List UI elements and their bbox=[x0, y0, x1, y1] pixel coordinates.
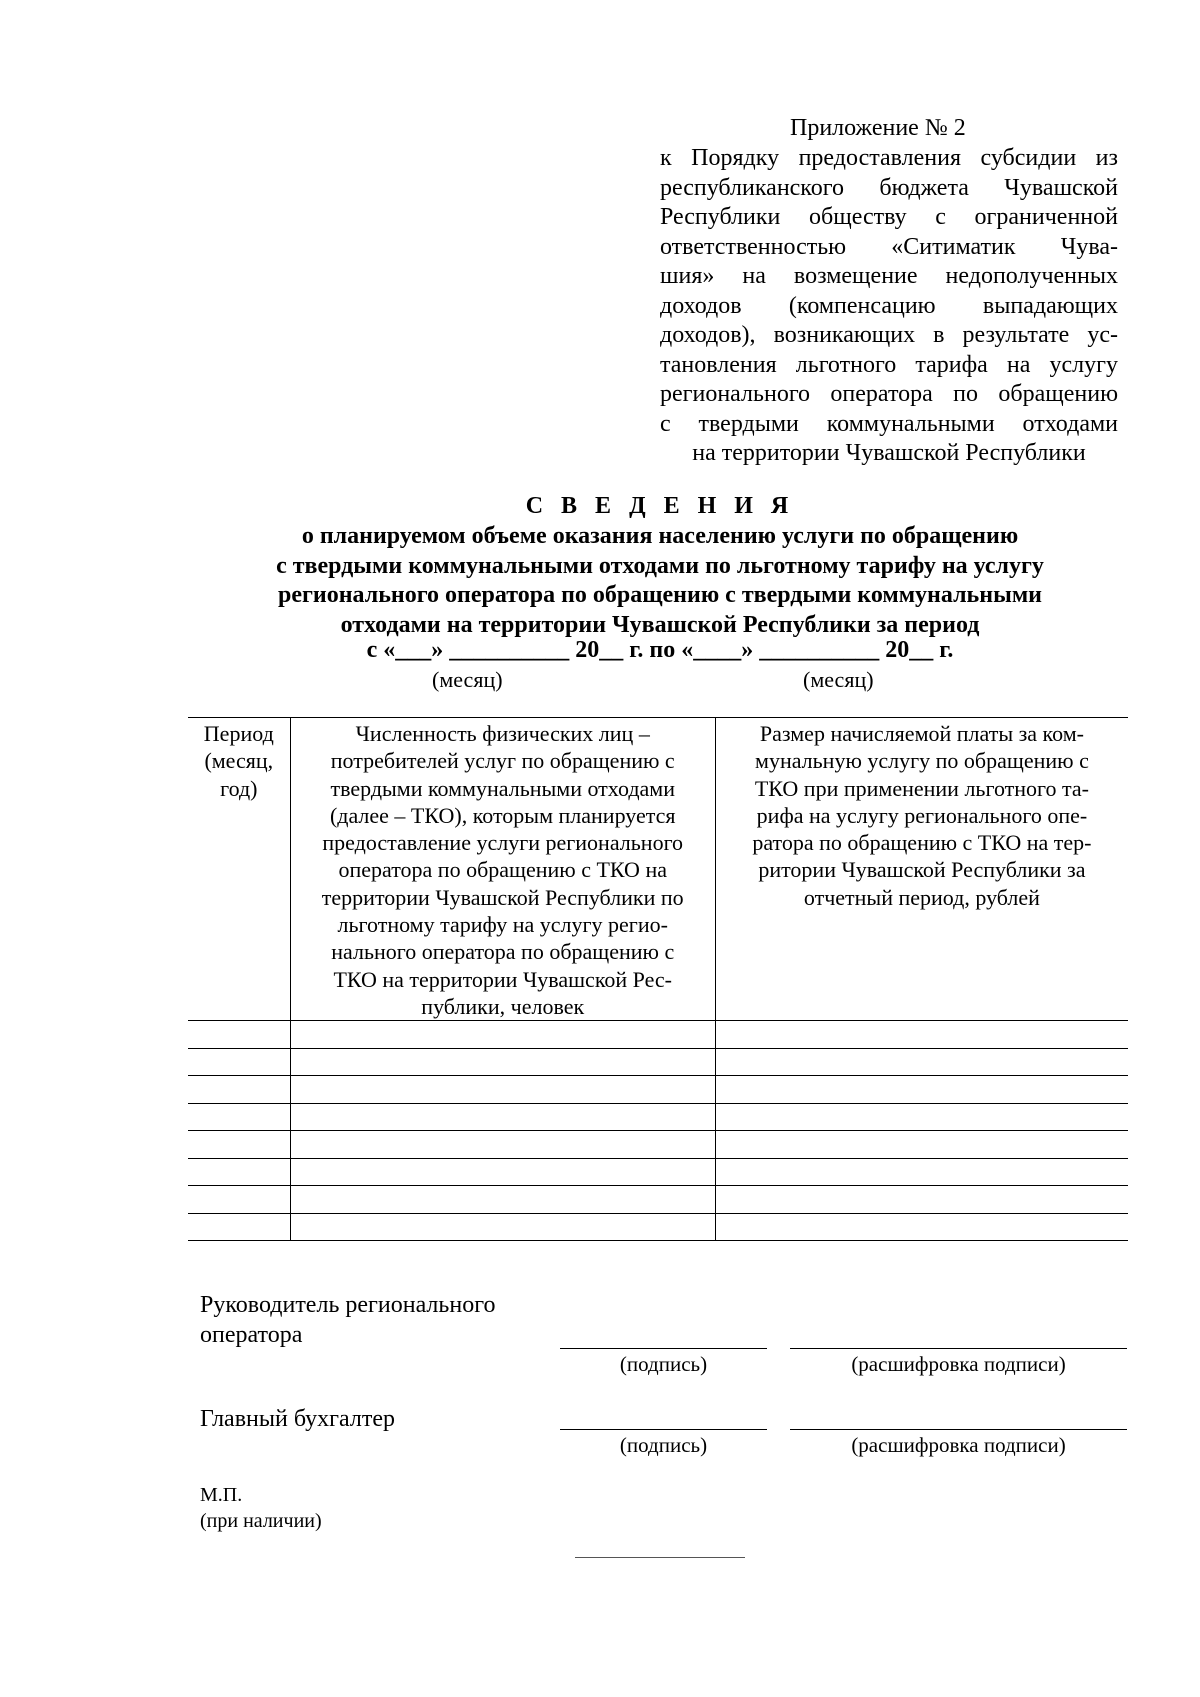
header-line: мунальную услугу по обращению с bbox=[755, 748, 1089, 774]
month-note-to: (месяц) bbox=[803, 667, 874, 692]
appendix-line: к Порядку предоставления субсидии из bbox=[660, 145, 1118, 171]
month-note-from: (месяц) bbox=[432, 667, 503, 692]
header-line: оператора по обращению с ТКО на bbox=[338, 857, 667, 883]
header-line: предоставление услуги регионального bbox=[322, 830, 684, 856]
head-label-line1: Руководитель регионального bbox=[200, 1292, 496, 1318]
header-line: рифа на услугу регионального опе- bbox=[756, 802, 1088, 828]
subtitle-line: регионального оператора по обращению с твердыми коммунальными bbox=[278, 582, 1042, 608]
period-cell[interactable] bbox=[188, 1131, 290, 1159]
appendix-line: доходов), возникающих в результате ус- bbox=[660, 322, 1118, 348]
period-cell[interactable] bbox=[188, 1213, 290, 1241]
consumers-cell[interactable] bbox=[290, 1076, 715, 1104]
appendix-line: тановления льготного тарифа на услугу bbox=[660, 351, 1118, 378]
appendix-line: с твердыми коммунальными отходами bbox=[660, 410, 1118, 437]
head-signature-decode-line[interactable] bbox=[790, 1348, 1127, 1349]
table-header-row bbox=[188, 718, 1128, 1021]
header-line: год) bbox=[220, 775, 258, 801]
header-line: территории Чувашской Республики по bbox=[321, 884, 684, 910]
header-line: твердыми коммунальными отходами bbox=[330, 775, 675, 801]
payment-cell[interactable] bbox=[715, 1131, 1128, 1159]
subtitle-line: с твердыми коммунальными отходами по льготному тарифу на услугу bbox=[276, 552, 1044, 579]
footer-rule bbox=[575, 1557, 745, 1558]
header-line: ритории Чувашской Республики за bbox=[758, 857, 1086, 883]
payment-cell[interactable] bbox=[715, 1021, 1128, 1049]
consumers-cell[interactable] bbox=[290, 1103, 715, 1131]
consumers-cell[interactable] bbox=[290, 1021, 715, 1049]
stamp-mp: М.П. bbox=[200, 1484, 243, 1506]
header-line: ТКО при применении льготного та- bbox=[754, 775, 1089, 801]
appendix-line: доходов (компенсацию выпадающих bbox=[660, 292, 1118, 319]
period-cell[interactable] bbox=[188, 1186, 290, 1214]
period-cell[interactable] bbox=[188, 1021, 290, 1049]
accountant-decode-line[interactable] bbox=[790, 1429, 1127, 1430]
header-line: (далее – ТКО), которым планируется bbox=[329, 802, 676, 828]
table-row bbox=[188, 1103, 1128, 1131]
table-row bbox=[188, 1131, 1128, 1159]
consumers-cell[interactable] bbox=[290, 1048, 715, 1076]
consumers-cell[interactable] bbox=[290, 1158, 715, 1186]
appendix-reference bbox=[660, 144, 1118, 469]
header-line: (месяц, bbox=[204, 748, 274, 774]
table-row bbox=[188, 1076, 1128, 1104]
payment-cell[interactable] bbox=[715, 1103, 1128, 1131]
header-line: ТКО на территории Чувашской Рес- bbox=[333, 966, 673, 992]
stamp-if-any: (при наличии) bbox=[200, 1510, 322, 1532]
payment-cell[interactable] bbox=[715, 1158, 1128, 1186]
appendix-line: Республики обществу с ограниченной bbox=[660, 204, 1118, 230]
accountant-signature-line[interactable] bbox=[560, 1429, 767, 1430]
appendix-line: шия» на возмещение недополученных bbox=[660, 263, 1118, 289]
header-line: Численность физических лиц – bbox=[355, 721, 650, 746]
planned-volume-table bbox=[188, 717, 1128, 1241]
document-title: С В Е Д Е Н И Я bbox=[525, 493, 795, 519]
payment-cell[interactable] bbox=[715, 1213, 1128, 1241]
table-body bbox=[188, 1021, 1128, 1241]
header-line: публики, человек bbox=[421, 993, 585, 1019]
header-line: Период bbox=[203, 721, 274, 746]
reporting-period: с «___» __________ 20__ г. по «____» __________ 20__ г. bbox=[366, 637, 954, 663]
payment-cell[interactable] bbox=[715, 1076, 1128, 1104]
header-line: ратора по обращению с ТКО на тер- bbox=[752, 830, 1092, 856]
period-cell[interactable] bbox=[188, 1076, 290, 1104]
appendix-line: ответственностью «Ситиматик Чува- bbox=[660, 233, 1118, 260]
accountant-decode-caption: (расшифровка подписи) bbox=[851, 1433, 1066, 1457]
table-row bbox=[188, 1213, 1128, 1241]
consumers-cell[interactable] bbox=[290, 1213, 715, 1241]
head-decode-caption: (расшифровка подписи) bbox=[851, 1352, 1066, 1376]
period-cell[interactable] bbox=[188, 1048, 290, 1076]
period-cell[interactable] bbox=[188, 1158, 290, 1186]
stamp-place bbox=[200, 1482, 322, 1534]
header-line: отчетный период, рублей bbox=[803, 884, 1040, 910]
head-signature-line[interactable] bbox=[560, 1348, 767, 1349]
table-row bbox=[188, 1186, 1128, 1214]
appendix-line: на территории Чувашской Республики bbox=[692, 440, 1086, 466]
table-row bbox=[188, 1048, 1128, 1076]
payment-cell[interactable] bbox=[715, 1048, 1128, 1076]
consumers-cell[interactable] bbox=[290, 1131, 715, 1159]
header-period bbox=[188, 718, 290, 1021]
header-line: нального оператора по обращению с bbox=[331, 939, 675, 965]
table-row bbox=[188, 1158, 1128, 1186]
header-consumers-count bbox=[290, 718, 715, 1021]
subtitle-line: о планируемом объеме оказания населению услуги по обращению bbox=[301, 523, 1019, 549]
appendix-line: республиканского бюджета Чувашской bbox=[660, 174, 1118, 201]
header-payment-amount bbox=[715, 718, 1128, 1021]
consumers-cell[interactable] bbox=[290, 1186, 715, 1214]
head-label bbox=[200, 1290, 495, 1350]
table-row bbox=[188, 1021, 1128, 1049]
appendix-title: Приложение № 2 bbox=[790, 115, 966, 141]
head-signature-caption: (подпись) bbox=[619, 1352, 708, 1376]
head-label-line2: оператора bbox=[200, 1322, 303, 1348]
appendix-line: регионального оператора по обращению bbox=[660, 381, 1118, 407]
period-cell[interactable] bbox=[188, 1103, 290, 1131]
header-line: Размер начисляемой платы за ком- bbox=[759, 721, 1084, 746]
header-line: потребителей услуг по обращению с bbox=[330, 748, 675, 774]
payment-cell[interactable] bbox=[715, 1186, 1128, 1214]
accountant-signature-caption: (подпись) bbox=[619, 1433, 708, 1457]
document-subtitle bbox=[160, 522, 1160, 640]
subtitle-line: отходами на территории Чувашской Республики за период bbox=[340, 611, 980, 638]
accountant-label: Главный бухгалтер bbox=[200, 1406, 395, 1432]
header-line: льготному тарифу на услугу регио- bbox=[337, 912, 668, 938]
